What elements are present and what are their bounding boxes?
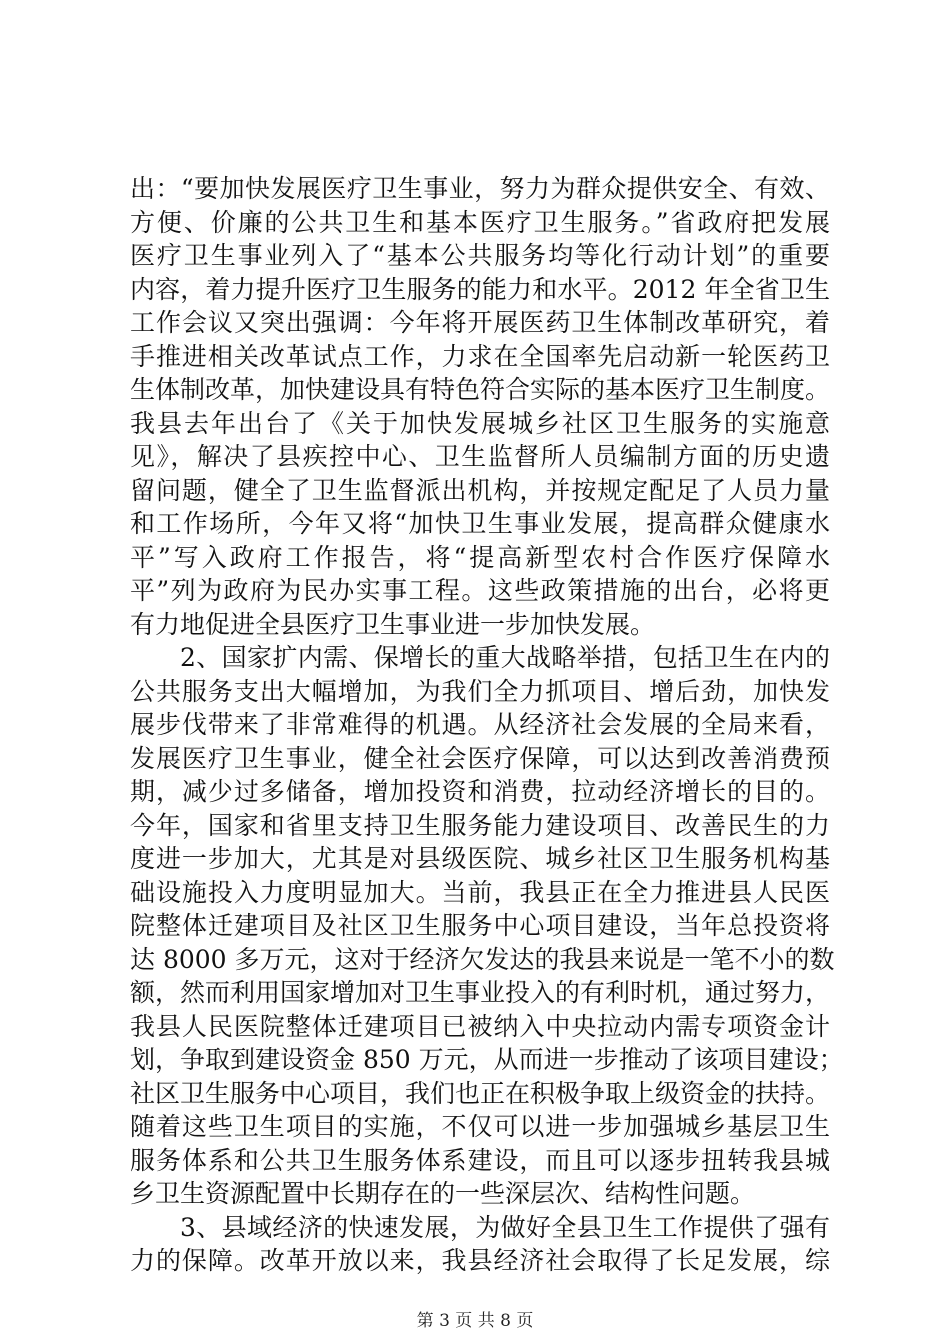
text-line: 今年，国家和省里支持卫生服务能力建设项目、改善民生的力 — [130, 810, 830, 840]
paragraph-start-line: 3、县域经济的快速发展，为做好全县卫生工作提供了强有 — [180, 1212, 830, 1242]
text-line: 留问题，健全了卫生监督派出机构，并按规定配足了人员力量 — [130, 475, 830, 505]
page-number-footer: 第 3 页 共 8 页 — [416, 1311, 534, 1331]
text-line: 手推进相关改革试点工作，力求在全国率先启动新一轮医药卫 — [130, 341, 830, 371]
text-line: 见》，解决了县疾控中心、卫生监督所人员编制方面的历史遗 — [130, 442, 830, 471]
text-line: 展步伐带来了非常难得的机遇。从经济社会发展的全局来看， — [130, 710, 830, 739]
text-line: 额，然而利用国家增加对卫生事业投入的有利时机，通过努力， — [130, 978, 831, 1007]
text-line: 期，减少过多储备，增加投资和消费，拉动经济增长的目的。 — [130, 777, 830, 806]
text-line: 出：“要加快发展医疗卫生事业，努力为群众提供安全、有效、 — [130, 174, 830, 203]
text-line: 有力地促进全县医疗卫生事业进一步加快发展。 — [130, 609, 656, 639]
text-line: 公共服务支出大幅增加，为我们全力抓项目、增后劲，加快发 — [130, 676, 830, 706]
text-line: 和工作场所，今年又将“加快卫生事业发展，提高群众健康水 — [130, 509, 830, 538]
text-line: 发展医疗卫生事业，健全社会医疗保障，可以达到改善消费预 — [130, 743, 830, 773]
text-line: 我县人民医院整体迁建项目已被纳入中央拉动内需专项资金计 — [130, 1011, 830, 1041]
text-line: 医疗卫生事业列入了“基本公共服务均等化行动计划”的重要 — [130, 241, 830, 270]
body-text — [130, 172, 844, 1278]
text-line: 划，争取到建设资金 850 万元，从而进一步推动了该项目建设； — [130, 1045, 844, 1074]
text-line: 度进一步加大，尤其是对县级医院、城乡社区卫生服务机构基 — [130, 844, 830, 873]
text-line: 乡卫生资源配置中长期存在的一些深层次、结构性问题。 — [130, 1179, 756, 1208]
text-line: 生体制改革，加快建设具有特色符合实际的基本医疗卫生制度。 — [130, 375, 831, 404]
text-line: 力的保障。改革开放以来，我县经济社会取得了长足发展，综 — [130, 1246, 830, 1275]
text-line: 平”写入政府工作报告，将“提高新型农村合作医疗保障水 — [130, 542, 830, 572]
text-line: 方便、价廉的公共卫生和基本医疗卫生服务。”省政府把发展 — [130, 207, 830, 237]
text-line: 工作会议又突出强调：今年将开展医药卫生体制改革研究，着 — [130, 308, 830, 337]
text-line: 础设施投入力度明显加大。当前，我县正在全力推进县人民医 — [130, 877, 830, 907]
text-line: 院整体迁建项目及社区卫生服务中心项目建设，当年总投资将 — [130, 911, 830, 940]
text-line: 服务体系和公共卫生服务体系建设，而且可以逐步扭转我县城 — [130, 1145, 830, 1175]
text-line: 社区卫生服务中心项目，我们也正在积极争取上级资金的扶持。 — [130, 1078, 831, 1108]
text-line: 平”列为政府为民办实事工程。这些政策措施的出台，必将更 — [130, 576, 830, 605]
text-line: 随着这些卫生项目的实施，不仅可以进一步加强城乡基层卫生 — [130, 1112, 830, 1141]
paragraph-start-line: 2、国家扩内需、保增长的重大战略举措，包括卫生在内的 — [180, 643, 830, 672]
text-line: 我县去年出台了《关于加快发展城乡社区卫生服务的实施意 — [130, 408, 830, 438]
text-line: 达 8000 多万元，这对于经济欠发达的我县来说是一笔不小的数 — [130, 944, 835, 974]
text-line: 内容，着力提升医疗卫生服务的能力和水平。2012 年全省卫生 — [130, 274, 830, 304]
